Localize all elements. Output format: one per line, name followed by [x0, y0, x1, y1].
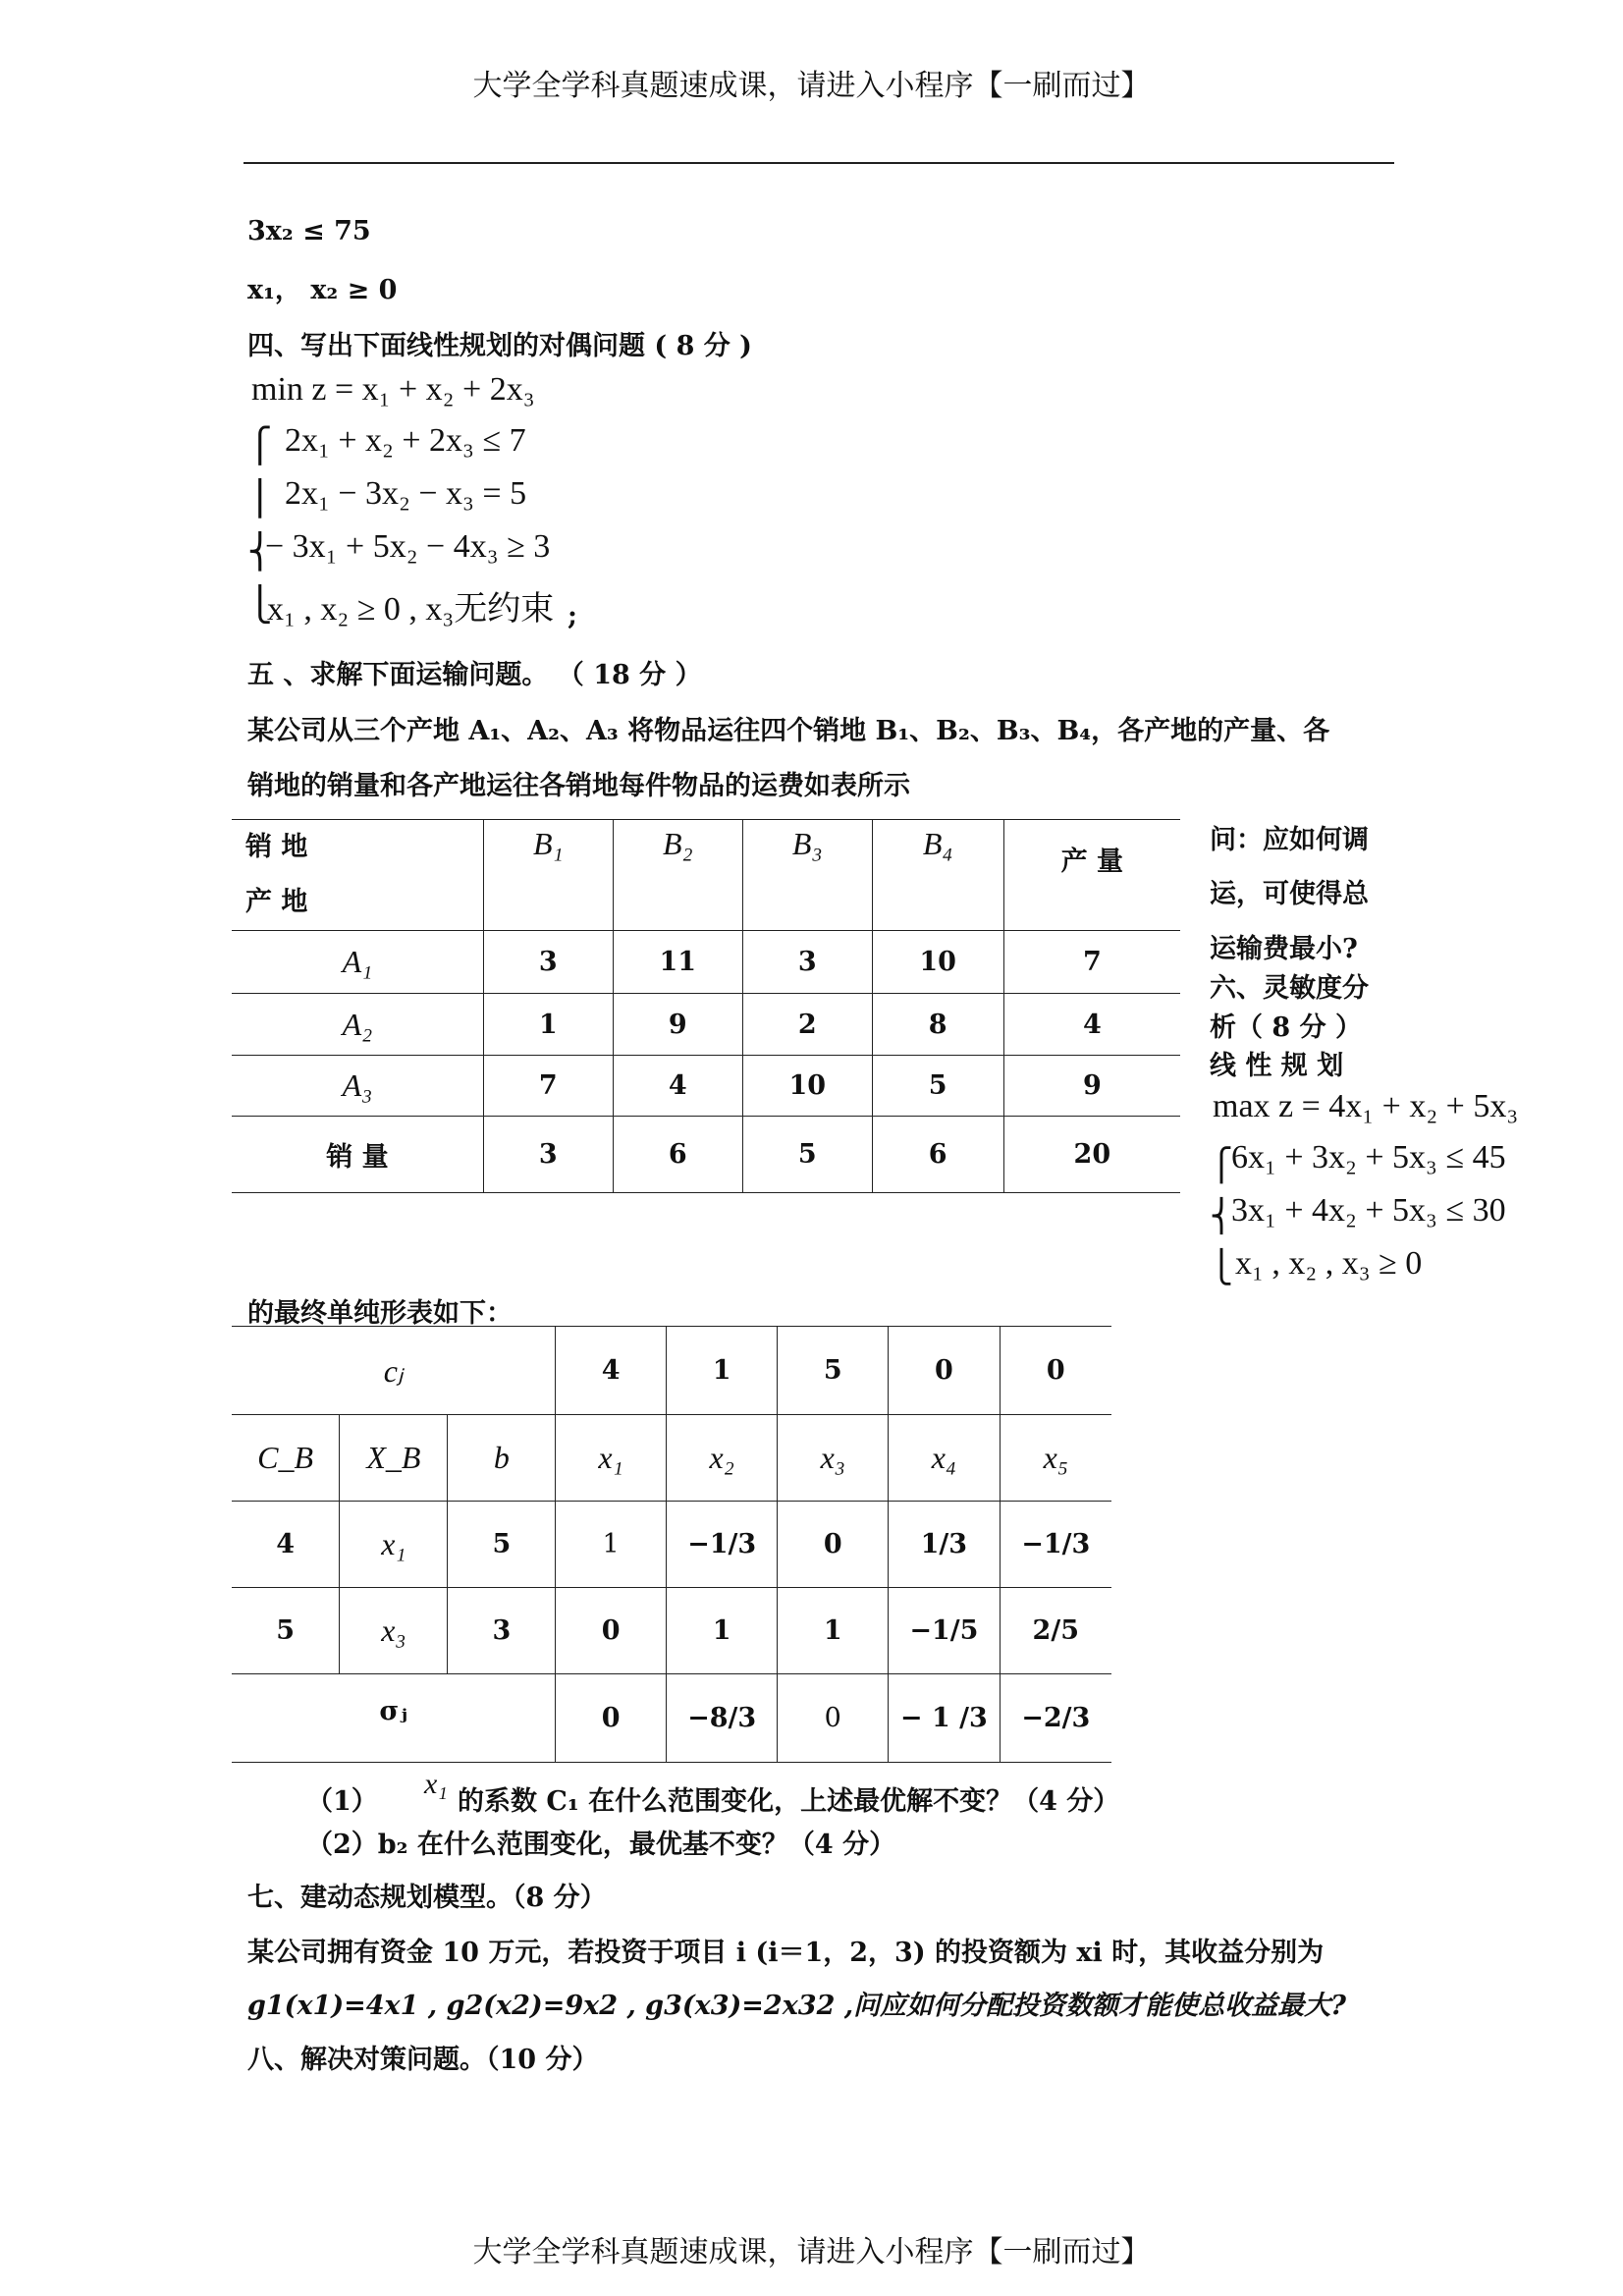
cj-cell: 0: [1000, 1327, 1111, 1415]
cost-cell: 2: [742, 994, 872, 1056]
demand-header: 销 量: [232, 1117, 483, 1193]
q4-title: 四、写出下面线性规划的对偶问题 ( 8 分 ): [247, 331, 752, 361]
coef-cell: −1/3: [666, 1502, 777, 1588]
q4-semicolon: ;: [568, 601, 577, 631]
q8-title: 八、解决对策问题。（10 分）: [247, 2045, 599, 2075]
q7-paragraph-line-1: 某公司拥有资金 10 万元，若投资于项目 i (i＝1，2，3) 的投资额为 xi 时，其收益分别为: [247, 1938, 1325, 1968]
simplex-table: [232, 1326, 1111, 1763]
q4-constraint-2: 2x₁ − 3x₂ − x₃ = 5: [285, 475, 527, 512]
q4-constraint-4: x₁ , x₂ ≥ 0 , x₃无约束: [267, 591, 555, 628]
cost-cell: 10: [742, 1056, 872, 1117]
sigma-label: σⱼ: [232, 1674, 556, 1763]
col-header-b1: B₁: [483, 820, 613, 931]
sigma-cell: 0: [556, 1674, 667, 1763]
coef-cell: 2/5: [1000, 1588, 1111, 1674]
col-header-b4: B₄: [872, 820, 1003, 931]
cj-cell: 5: [778, 1327, 889, 1415]
b-cell: 3: [448, 1588, 556, 1674]
q4-constraint-1: 2x₁ + x₂ + 2x₃ ≤ 7: [285, 422, 526, 459]
q6-title-part-1: 六、灵敏度分: [1210, 973, 1369, 1004]
q4-left-brace: ⎧ ⎪ ⎨ ⎩: [247, 428, 273, 624]
row-header-a2: A₂: [232, 994, 483, 1056]
coef-cell: −1/5: [889, 1588, 1000, 1674]
q6-sub1-variable: x₁: [424, 1768, 448, 1800]
demand-cell: 5: [742, 1117, 872, 1193]
continuation-line-2: x₁， x₂ ≥ 0: [247, 275, 398, 305]
q5-side-question-1: 问：应如何调: [1210, 825, 1369, 855]
q5-side-question-3: 运输费最小?: [1210, 934, 1358, 964]
coef-cell: 0: [778, 1502, 889, 1588]
q6-constraint-1: 6x₁ + 3x₂ + 5x₃ ≤ 45: [1231, 1139, 1506, 1175]
continuation-line-1: 3x₂ ≤ 75: [247, 216, 371, 246]
q6-title-part-3: 线 性 规 划: [1210, 1051, 1344, 1081]
supply-header: 产 量: [1003, 820, 1180, 931]
q4-objective: min z = x₁ + x₂ + 2x₃: [251, 371, 535, 408]
b-cell: 5: [448, 1502, 556, 1588]
table-row: [232, 1117, 1180, 1193]
q6-constraint-2: 3x₁ + 4x₂ + 5x₃ ≤ 30: [1231, 1192, 1506, 1229]
coef-cell: −1/3: [1000, 1502, 1111, 1588]
simplex-intro: 的最终单纯形表如下：: [247, 1298, 513, 1329]
corner-bottom-label: 产 地: [245, 887, 308, 917]
page-header: 大学全学科真题速成课，请进入小程序【一刷而过】: [472, 69, 1151, 103]
cb-cell: 5: [232, 1588, 340, 1674]
table-row: [232, 1056, 1180, 1117]
q6-objective: max z = 4x₁ + x₂ + 5x₃: [1213, 1088, 1519, 1124]
cost-cell: 3: [483, 931, 613, 994]
q6-sub1-prefix: （1）: [306, 1786, 378, 1817]
table-row: [232, 931, 1180, 994]
q5-side-question-2: 运，可使得总: [1210, 879, 1369, 909]
total-cell: 20: [1003, 1117, 1180, 1193]
table-row: [232, 994, 1180, 1056]
cost-cell: 4: [613, 1056, 742, 1117]
header-x4: x₄: [889, 1415, 1000, 1502]
header-x1: x₁: [556, 1415, 667, 1502]
corner-top-label: 销 地: [245, 832, 308, 862]
cost-cell: 10: [872, 931, 1003, 994]
xb-cell: x₃: [340, 1588, 448, 1674]
transport-table: [232, 819, 1180, 1193]
cost-cell: 11: [613, 931, 742, 994]
table-row: [232, 1588, 1111, 1674]
demand-cell: 6: [613, 1117, 742, 1193]
supply-cell: 9: [1003, 1056, 1180, 1117]
demand-cell: 6: [872, 1117, 1003, 1193]
q7-title: 七、建动态规划模型。（8 分）: [247, 1883, 607, 1913]
sigma-cell: −2/3: [1000, 1674, 1111, 1763]
sigma-cell: −8/3: [666, 1674, 777, 1763]
cb-cell: 4: [232, 1502, 340, 1588]
supply-cell: 7: [1003, 931, 1180, 994]
demand-cell: 3: [483, 1117, 613, 1193]
corner-cell: [232, 820, 483, 931]
row-header-a3: A₃: [232, 1056, 483, 1117]
header-rule: [243, 162, 1394, 164]
cost-cell: 9: [613, 994, 742, 1056]
header-x2: x₂: [666, 1415, 777, 1502]
cost-cell: 8: [872, 994, 1003, 1056]
coef-cell: 1: [556, 1502, 667, 1588]
row-header-a1: A₁: [232, 931, 483, 994]
cj-cell: 1: [666, 1327, 777, 1415]
header-x5: x₅: [1000, 1415, 1111, 1502]
table-row: [232, 1502, 1111, 1588]
page-footer: 大学全学科真题速成课，请进入小程序【一刷而过】: [472, 2235, 1151, 2269]
header-xb: X_B: [340, 1415, 448, 1502]
supply-cell: 4: [1003, 994, 1180, 1056]
q4-constraint-3: − 3x₁ + 5x₂ − 4x₃ ≥ 3: [265, 528, 551, 565]
coef-cell: 0: [556, 1588, 667, 1674]
q5-paragraph-line-2: 销地的销量和各产地运往各销地每件物品的运费如表所示: [247, 771, 910, 801]
cost-cell: 1: [483, 994, 613, 1056]
q6-constraint-3: x₁ , x₂ , x₃ ≥ 0: [1235, 1245, 1423, 1282]
q6-left-brace: ⎧ ⎨ ⎩: [1210, 1147, 1233, 1285]
col-header-b2: B₂: [613, 820, 742, 931]
q7-paragraph-line-2: g1(x1)=4x1 , g2(x2)=9x2 , g3(x3)=2x32 ,问应如何分配投资数额才能使总收益最大?: [247, 1991, 1346, 2021]
table-row: [232, 1674, 1111, 1763]
q5-paragraph-line-1: 某公司从三个产地 A₁、A₂、A₃ 将物品运往四个销地 B₁、B₂、B₃、B₄，各产地的产量、各: [247, 716, 1330, 746]
q6-sub2: （2）b₂ 在什么范围变化，最优基不变？（4 分）: [306, 1830, 896, 1860]
cost-cell: 5: [872, 1056, 1003, 1117]
sigma-cell: 0: [778, 1674, 889, 1763]
cj-cell: 4: [556, 1327, 667, 1415]
coef-cell: 1: [778, 1588, 889, 1674]
header-b: b: [448, 1415, 556, 1502]
cj-label: cⱼ: [232, 1327, 556, 1415]
header-x3: x₃: [778, 1415, 889, 1502]
col-header-b3: B₃: [742, 820, 872, 931]
cost-cell: 3: [742, 931, 872, 994]
cost-cell: 7: [483, 1056, 613, 1117]
cj-cell: 0: [889, 1327, 1000, 1415]
coef-cell: 1: [666, 1588, 777, 1674]
xb-cell: x₁: [340, 1502, 448, 1588]
q6-sub1-text: 的系数 C₁ 在什么范围变化，上述最优解不变？（4 分）: [458, 1786, 1120, 1817]
sigma-cell: − 1 /3: [889, 1674, 1000, 1763]
coef-cell: 1/3: [889, 1502, 1000, 1588]
header-cb: C_B: [232, 1415, 340, 1502]
q6-title-part-2: 析（ 8 分 ）: [1210, 1012, 1362, 1043]
q5-title: 五 、求解下面运输问题。 （ 18 分 ）: [247, 660, 702, 690]
